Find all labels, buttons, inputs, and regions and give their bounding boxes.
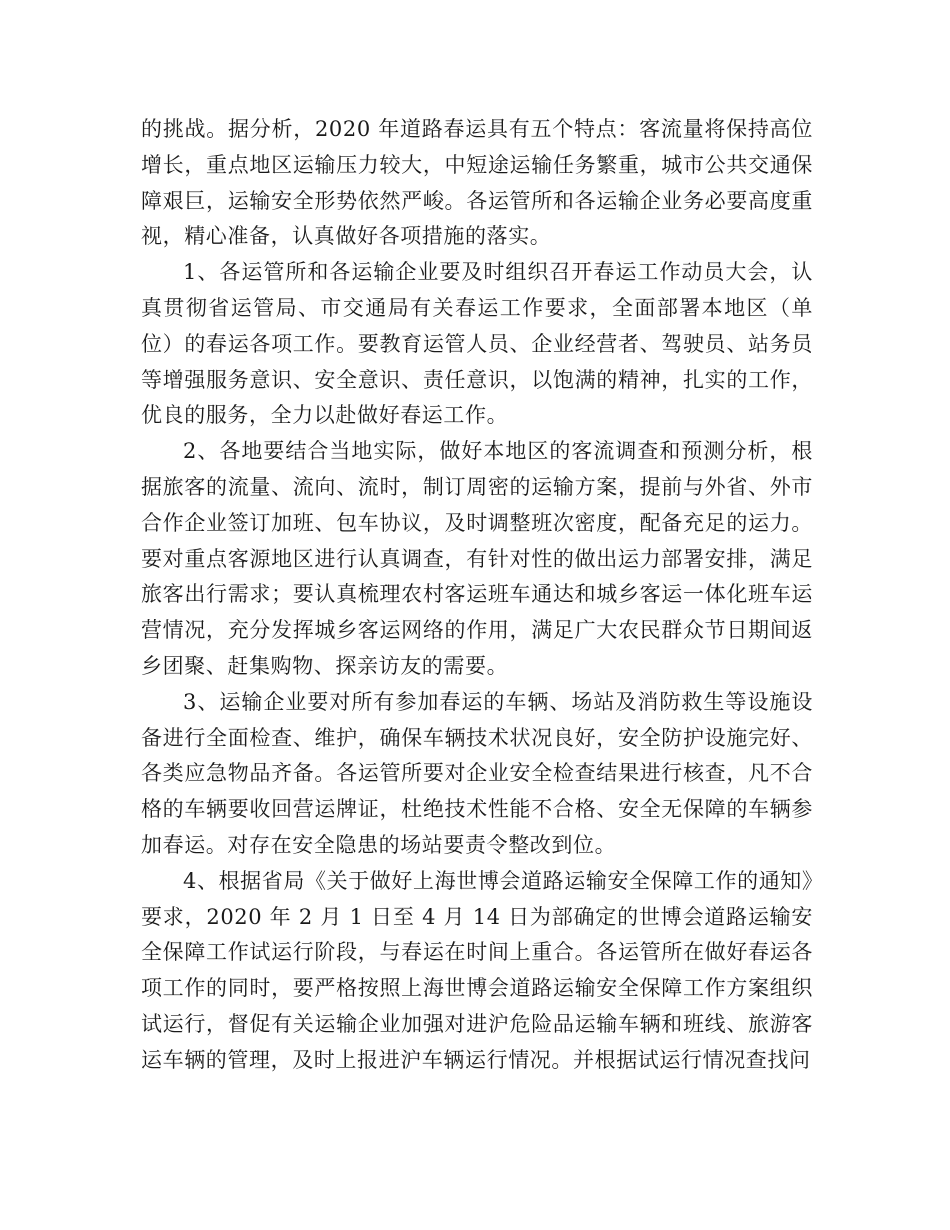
paragraph-item-3: 3、运输企业要对所有参加春运的车辆、场站及消防救生等设施设备进行全面检查、维护，确保车辆技术状况良好，安全防护设施完好、各类应急物品齐备。各运管所要对企业安全检查结果进行核查，凡不合格的车辆要收回营运牌证，杜绝技术性能不合格、安全无保障的车辆参加春运。对存在安全隐患的场站要责令整改到位。: [141, 689, 813, 857]
document-body: [141, 112, 813, 1079]
paragraph-item-1: 1、各运管所和各运输企业要及时组织召开春运工作动员大会，认真贯彻省运管局、市交通局有关春运工作要求，全面部署本地区（单位）的春运各项工作。要教育运管人员、企业经营者、驾驶员、站务员等增强服务意识、安全意识、责任意识，以饱满的精神，扎实的工作，优良的服务，全力以赴做好春运工作。: [141, 260, 813, 428]
paragraph-item-2: 2、各地要结合当地实际，做好本地区的客流调查和预测分析，根据旅客的流量、流向、流时，制订周密的运输方案，提前与外省、外市合作企业签订加班、包车协议，及时调整班次密度，配备充足的运力。要对重点客源地区进行认真调查，有针对性的做出运力部署安排，满足旅客出行需求；要认真梳理农村客运班车通达和城乡客运一体化班车运营情况，充分发挥城乡客运网络的作用，满足广大农民群众节日期间返乡团聚、赶集购物、探亲访友的需要。: [141, 439, 813, 678]
paragraph-item-4: 4、根据省局《关于做好上海世博会道路运输安全保障工作的通知》要求，2020 年 2 月 1 日至 4 月 14 日为部确定的世博会道路运输安全保障工作试运行阶段，与春运在时间上重合。各运管所在做好春运各项工作的同时，要严格按照上海世博会道路运输安全保障工作方案组织试运行，督促有关运输企业加强对进沪危险品运输车辆和班线、旅游客运车辆的管理，及时上报进沪车辆运行情况。并根据试运行情况查找问: [141, 868, 813, 1072]
paragraph-continuation: 的挑战。据分析，2020 年道路春运具有五个特点：客流量将保持高位增长，重点地区运输压力较大，中短途运输任务繁重，城市公共交通保障艰巨，运输安全形势依然严峻。各运管所和各运输企业务必要高度重视，精心准备，认真做好各项措施的落实。: [141, 117, 813, 249]
